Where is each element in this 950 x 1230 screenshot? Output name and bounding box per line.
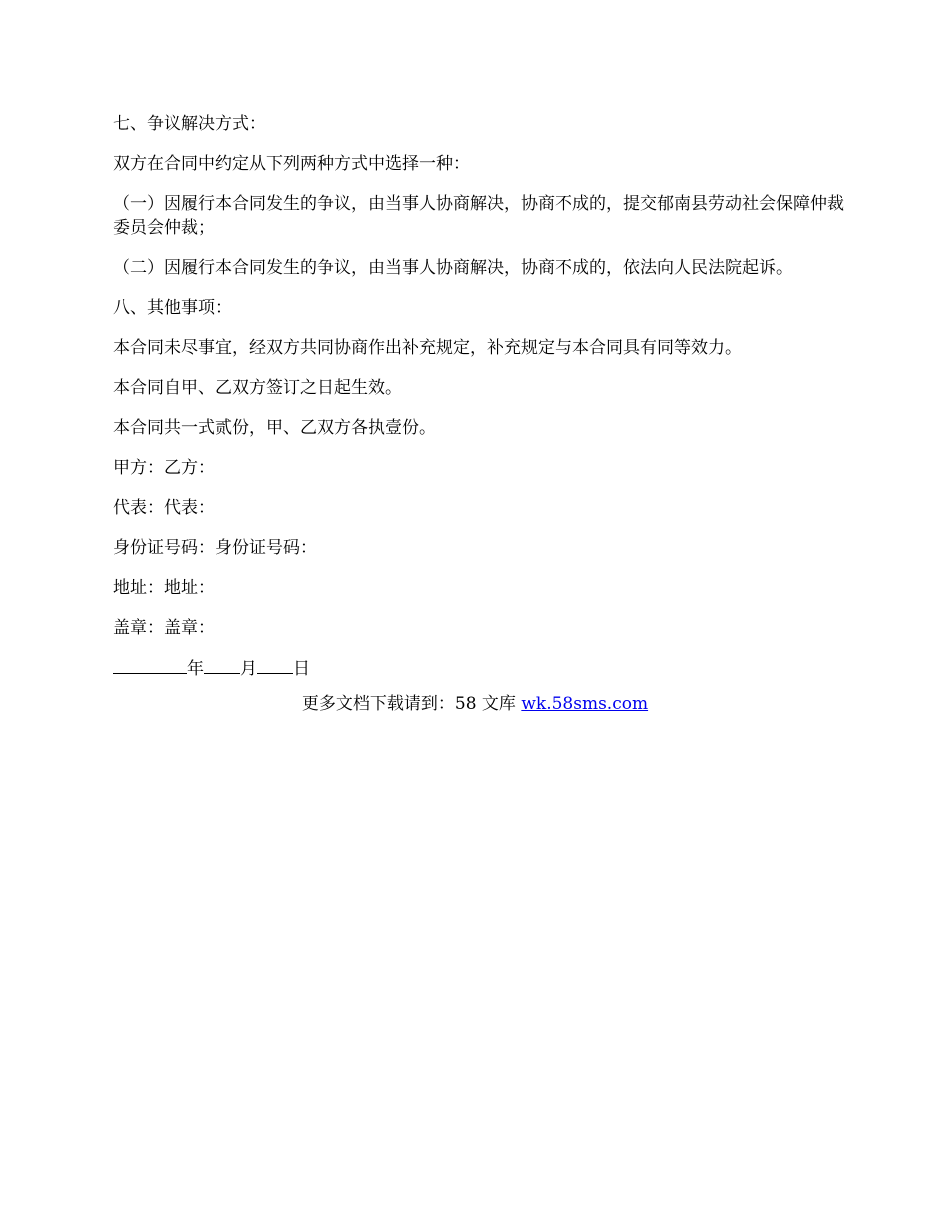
paragraph-option-litigation: （二）因履行本合同发生的争议，由当事人协商解决，协商不成的，依法向人民法院起诉。 [113, 258, 793, 278]
day-blank [257, 656, 293, 674]
paragraph-supplement: 本合同未尽事宜，经双方共同协商作出补充规定，补充规定与本合同具有同等效力。 [113, 338, 742, 358]
year-label: 年 [187, 659, 204, 679]
document-body [113, 112, 853, 697]
signature-address-line: 地址：地址： [113, 578, 215, 598]
paragraph-effective: 本合同自甲、乙双方签订之日起生效。 [113, 378, 402, 398]
section-heading-dispute: 七、争议解决方式： [113, 114, 266, 134]
paragraph-option-arbitration: （一）因履行本合同发生的争议，由当事人协商解决，协商不成的，提交郁南县劳动社会保障仲裁委员会仲裁； [113, 194, 844, 238]
year-blank [113, 656, 187, 674]
signature-id-number-line: 身份证号码：身份证号码： [113, 538, 317, 558]
paragraph-copies: 本合同共一式贰份，甲、乙双方各执壹份。 [113, 418, 436, 438]
footer-link[interactable]: wk.58sms.com [521, 694, 649, 714]
footer [0, 692, 950, 716]
signature-representative-line: 代表：代表： [113, 498, 215, 518]
paragraph-choice-intro: 双方在合同中约定从下列两种方式中选择一种： [113, 154, 470, 174]
day-label: 日 [293, 659, 310, 679]
month-label: 月 [240, 659, 257, 679]
section-heading-other: 八、其他事项： [113, 298, 232, 318]
date-line [113, 656, 853, 681]
signature-party-line: 甲方：乙方： [113, 458, 215, 478]
month-blank [204, 656, 240, 674]
footer-text: 更多文档下载请到：58 文库 [301, 694, 522, 714]
signature-seal-line: 盖章：盖章： [113, 618, 215, 638]
